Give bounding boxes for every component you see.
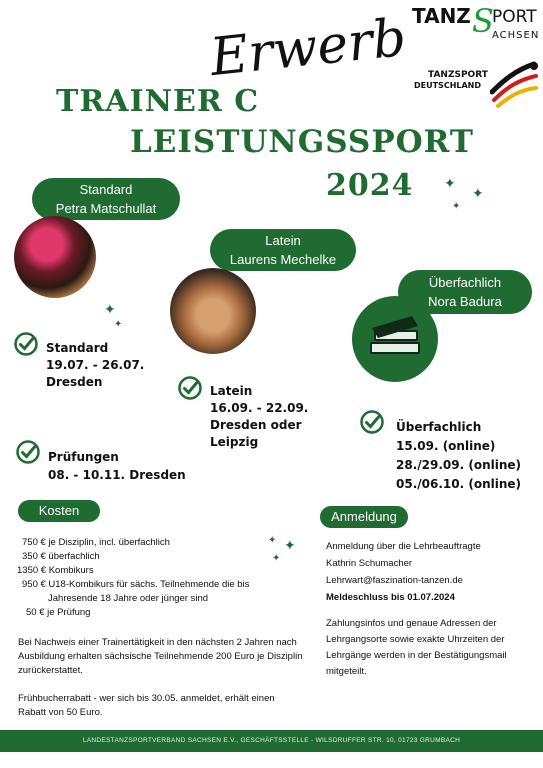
- standard-details: [46, 340, 144, 391]
- pill-title: Standard: [79, 182, 133, 197]
- pill-title: Latein: [265, 233, 301, 248]
- kosten-item: Jahresende 18 Jahre oder jünger sind: [48, 593, 209, 604]
- email-address[interactable]: Lehrwart@faszination-tanzen.de: [326, 575, 463, 586]
- registration-deadline: Meldeschluss bis 01.07.2024: [326, 592, 455, 603]
- anmeldung-heading: Anmeldung: [320, 506, 408, 528]
- page-title-line1: TRAINER C: [56, 84, 260, 119]
- checkmark-icon: [16, 440, 40, 464]
- module-dates: 19.07. - 26.07.: [46, 358, 145, 372]
- script-heading: Erwerb: [207, 7, 409, 89]
- module-title: Latein: [210, 384, 253, 398]
- pill-trainer-name: Nora Badura: [428, 294, 502, 309]
- anmeldung-line: Anmeldung über die Lehrbeauftragte: [326, 541, 481, 552]
- latein-details: [210, 383, 308, 451]
- footer-address: LANDESTANZSPORTVERBAND SACHSEN E.V., GESCHÄFTSSTELLE - WILSDRUFFER STR. 10, 01723 GRUMBACH: [82, 737, 461, 744]
- logo-tanzsport-deutschland: [412, 58, 540, 110]
- pruefungen-dates: 08. - 10.11. Dresden: [48, 468, 186, 482]
- pill-trainer-name: Petra Matschullat: [55, 201, 157, 216]
- anmeldung-block: [326, 538, 536, 606]
- logo-sport-text: PORT: [492, 7, 537, 27]
- kosten-note-refund: Bei Nachweis einer Trainertätigkeit in den nächsten 2 Jahren nach Ausbildung erhalten sächsische Teilnehmende 200 Euro je Disziplin zurückerstattet.: [18, 637, 303, 676]
- standard-dance-photo: [14, 216, 96, 298]
- logo-tsd-line1: TANZSPORT: [428, 70, 488, 80]
- module-dates: 15.09. (online): [396, 439, 496, 453]
- logo-s-letter: S: [472, 2, 494, 40]
- sparkle-icon: ✦: [114, 319, 123, 330]
- year-label: 2024: [326, 168, 414, 203]
- latein-dance-photo: [170, 268, 256, 354]
- pruefungen-details: [48, 448, 186, 484]
- module-title: Standard: [46, 341, 109, 355]
- sparkle-icon: ✦: [444, 175, 456, 191]
- kosten-item: 50 € je Prüfung: [26, 607, 91, 618]
- module-dates: 05./06.10. (online): [396, 477, 521, 491]
- ueberfachlich-details: [396, 418, 521, 494]
- logo-sachsen-text: ACHSEN: [492, 30, 540, 41]
- pill-trainer-name: Laurens Mechelke: [229, 252, 337, 267]
- standard-trainer-pill: [32, 178, 180, 220]
- module-title: Überfachlich: [396, 420, 482, 434]
- books-icon: [352, 296, 438, 382]
- kosten-list: [0, 536, 300, 620]
- footer-bar: [0, 730, 543, 752]
- checkmark-icon: [178, 376, 202, 400]
- kosten-heading: Kosten: [18, 500, 100, 522]
- sparkle-icon: ✦: [272, 553, 281, 564]
- module-location: Dresden oder: [210, 418, 302, 432]
- sparkle-icon: ✦: [452, 201, 461, 212]
- latein-trainer-pill: [210, 229, 356, 271]
- kosten-note-earlybird: Frühbucherrabatt - wer sich bis 30.05. anmeldet, erhält einen Rabatt von 50 Euro.: [18, 693, 275, 718]
- module-location: Dresden: [46, 375, 103, 389]
- dancer-swoosh-icon: [490, 58, 540, 108]
- kosten-item: 750 € je Disziplin, incl. überfachlich: [22, 537, 170, 548]
- kosten-item: 350 € überfachlich: [22, 551, 100, 562]
- checkmark-icon: [360, 410, 384, 434]
- sparkle-icon: ✦: [268, 535, 277, 546]
- sparkle-icon: ✦: [284, 537, 296, 553]
- anmeldung-info: Zahlungsinfos und genaue Adressen der Lehrgangsorte sowie exakte Uhrzeiten der Lehrgänge werden in der Bestätigungsmail mitgeteilt.: [326, 618, 507, 677]
- kosten-item: 1350 € Kombikurs: [17, 565, 94, 576]
- page-title-line2: LEISTUNGSSPORT: [130, 124, 474, 160]
- pruefungen-title: Prüfungen: [48, 450, 119, 464]
- module-dates: 16.09. - 22.09.: [210, 401, 309, 415]
- checkmark-icon: [14, 332, 38, 356]
- logo-tanz-text: TANZ: [412, 4, 471, 28]
- module-location: Leipzig: [210, 435, 259, 449]
- lecturer-name: Kathrin Schumacher: [326, 558, 413, 569]
- sparkle-icon: ✦: [104, 301, 116, 317]
- pill-title: Überfachlich: [428, 275, 502, 290]
- kosten-item: 950 € U18-Kombikurs für sächs. Teilnehmende die bis: [22, 579, 250, 590]
- sparkle-icon: ✦: [472, 185, 484, 201]
- books-illustration: [352, 296, 438, 382]
- logo-tanzsport-sachsen: [412, 4, 538, 52]
- logo-tsd-line2: DEUTSCHLAND: [414, 81, 482, 90]
- module-dates: 28./29.09. (online): [396, 458, 521, 472]
